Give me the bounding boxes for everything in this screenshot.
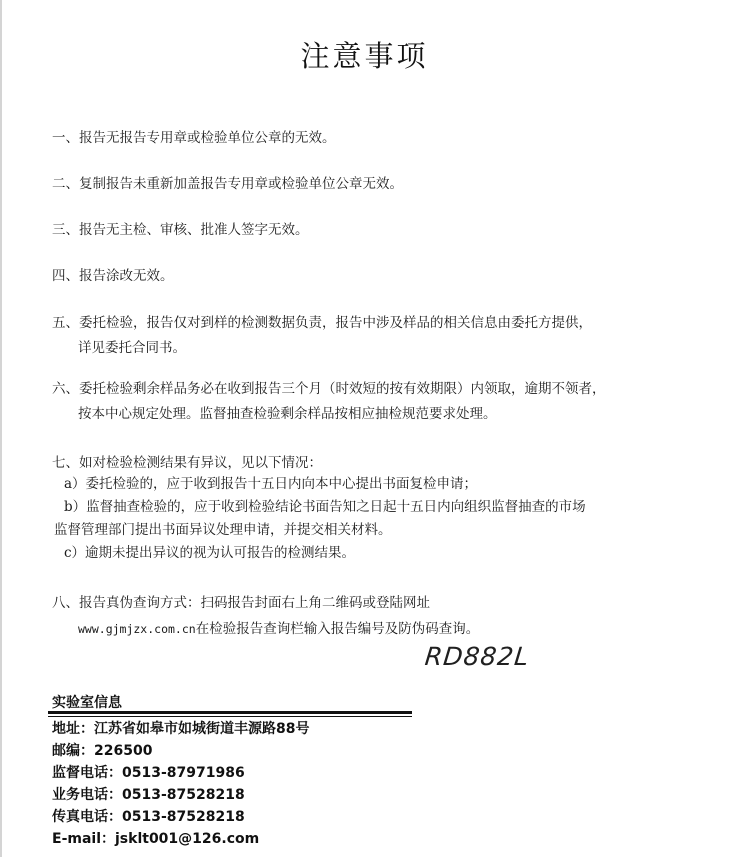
item-continuation: 详见委托合同书。 (78, 340, 186, 356)
item-number: 二、 (52, 176, 79, 192)
item-text: 报告真伪查询方式：扫码报告封面右上角二维码或登陆网址 (79, 595, 430, 611)
lab-address: 地址：江苏省如皋市如城街道丰源路88号 (52, 721, 310, 737)
scan-edge (0, 0, 2, 857)
item-number: 三、 (52, 222, 79, 238)
item-number: 一、 (52, 130, 79, 146)
handwritten-report-code: RD882L (423, 642, 531, 671)
notice-item-5 (52, 313, 702, 358)
sub-item-c: c）逾期未提出异议的视为认可报告的检测结果。 (64, 545, 356, 561)
notice-item-8 (52, 593, 702, 639)
sub-item-b-continuation: 监督管理部门提出书面异议处理申请，并提交相关材料。 (54, 522, 392, 538)
item-number: 七、 (52, 455, 79, 471)
lab-email: E-mail：jsklt001@126.com (52, 831, 260, 847)
item-text: 报告涂改无效。 (79, 268, 174, 284)
notice-item-3 (52, 220, 702, 240)
url-instruction: 在检验报告查询栏输入报告编号及防伪码查询。 (195, 621, 480, 637)
item-number: 五、 (52, 315, 79, 331)
sub-item-b: b）监督抽查检验的，应于收到检验结论书面告知之日起十五日内向组织监督抽查的市场 (64, 499, 586, 515)
item-continuation: 按本中心规定处理。监督抽查检验剩余样品按相应抽检规范要求处理。 (78, 406, 497, 422)
item-text: 报告无主检、审核、批准人签字无效。 (79, 222, 309, 238)
item-text: 委托检验，报告仅对到样的检测数据负责，报告中涉及样品的相关信息由委托方提供， (79, 315, 592, 331)
item-text: 如对检验检测结果有异议，见以下情况： (79, 455, 322, 471)
notice-item-4 (52, 266, 702, 286)
item-continuation (52, 619, 702, 639)
item-text: 报告无报告专用章或检验单位公章的无效。 (79, 130, 336, 146)
heading-divider (48, 711, 412, 714)
lab-supervision-phone: 监督电话：0513-87971986 (52, 765, 245, 781)
item-text: 委托检验剩余样品务必在收到报告三个月（时效短的按有效期限）内领取，逾期不领者， (79, 381, 606, 397)
notice-item-2 (52, 174, 702, 194)
website-url: www.gjmjzx.com.cn (78, 622, 196, 636)
lab-postcode: 邮编：226500 (52, 743, 153, 759)
sub-item-a: a）委托检验的，应于收到报告十五日内向本中心提出书面复检申请； (64, 476, 478, 492)
notice-item-6 (52, 379, 702, 424)
heading-divider-thin (48, 716, 412, 717)
lab-business-phone: 业务电话：0513-87528218 (52, 787, 245, 803)
lab-info-heading: 实验室信息 (52, 695, 122, 711)
item-number: 四、 (52, 268, 79, 284)
item-number: 八、 (52, 595, 79, 611)
item-number: 六、 (52, 381, 79, 397)
notice-item-7 (52, 453, 702, 565)
lab-fax: 传真电话：0513-87528218 (52, 809, 245, 825)
item-text: 复制报告未重新加盖报告专用章或检验单位公章无效。 (79, 176, 403, 192)
page-title: 注意事项 (300, 39, 429, 73)
notice-item-1 (52, 128, 702, 148)
